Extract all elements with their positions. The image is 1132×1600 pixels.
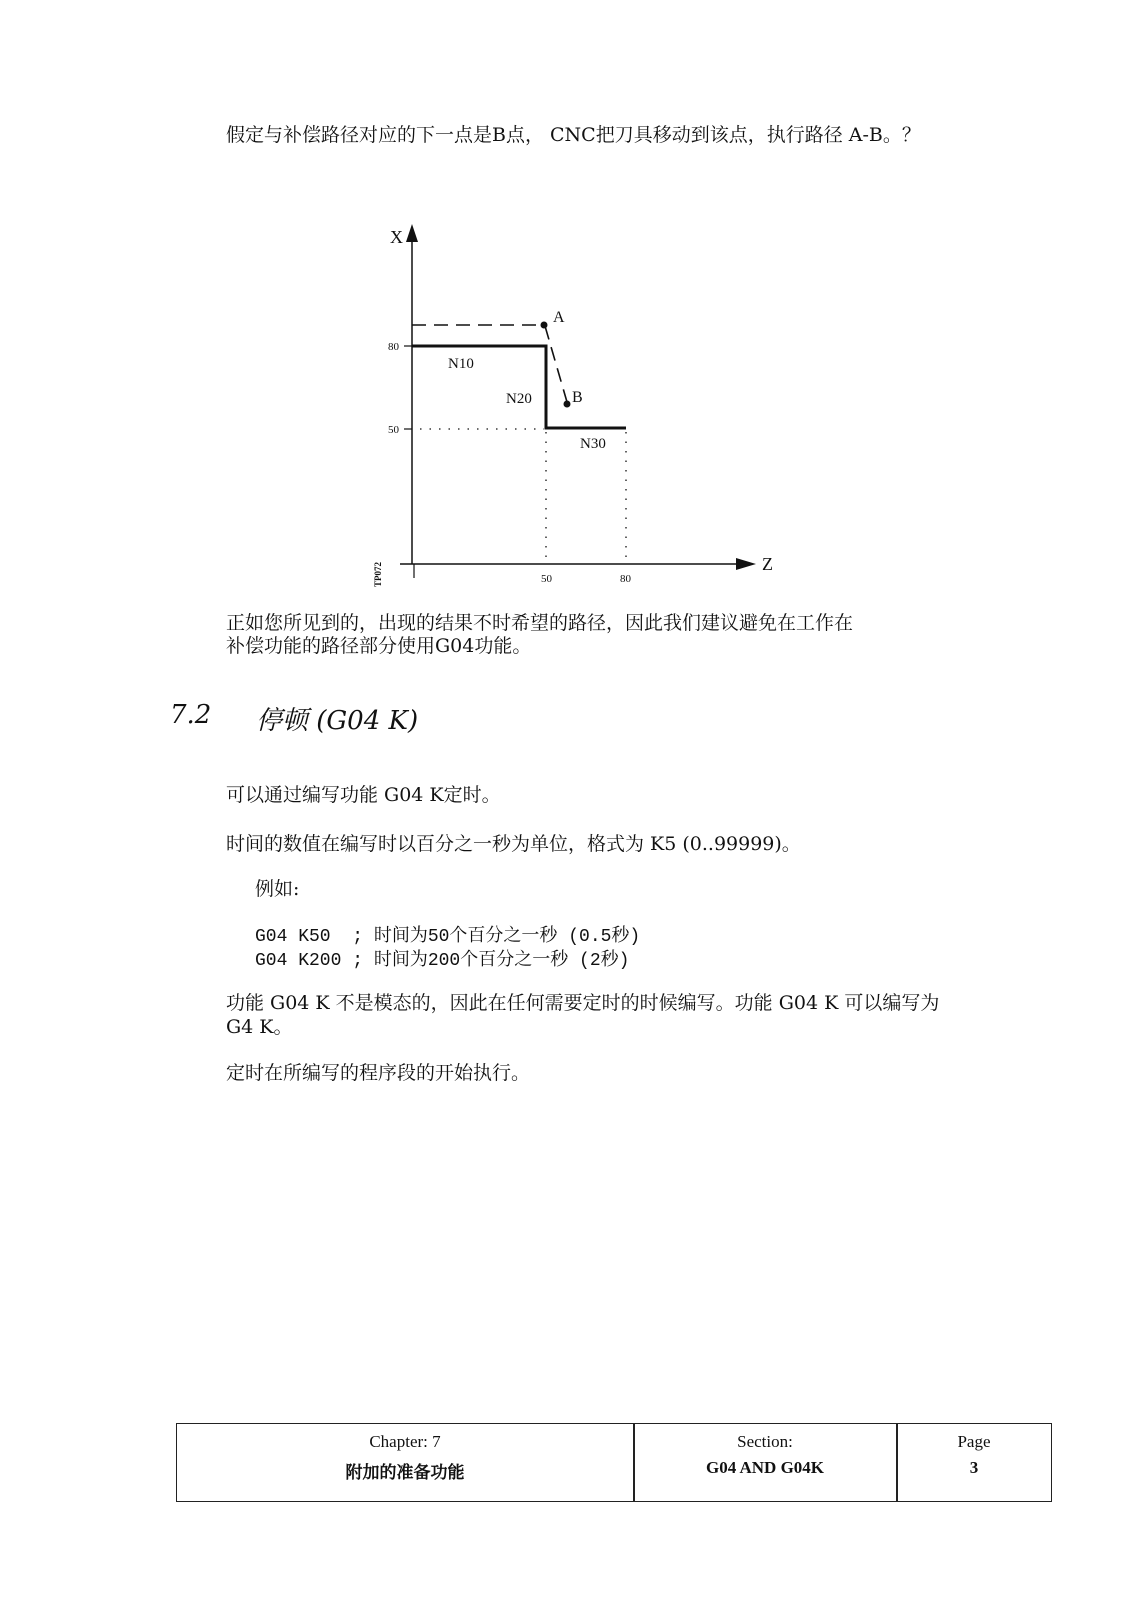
tick-x-80-label: 80 <box>388 341 399 353</box>
footer-page-number: 3 <box>969 1458 979 1477</box>
body-paragraph: 可以通过编写功能 G04 K定时。 <box>226 784 501 806</box>
point-b-marker <box>564 401 571 408</box>
body-paragraph: 时间的数值在编写时以百分之一秒为单位，格式为 K5 (0..99999)。 <box>226 833 801 855</box>
label-n30: N30 <box>580 436 606 452</box>
body-paragraph: 定时在所编写的程序段的开始执行。 <box>226 1062 531 1084</box>
z-axis-arrow <box>736 558 756 570</box>
x-axis-arrow <box>406 224 418 242</box>
footer-page-label: Page <box>957 1432 991 1451</box>
tick-x-50-label: 50 <box>388 424 399 436</box>
section-number: 7.2 <box>170 700 212 730</box>
code-example-line: G04 K50 ; 时间为50个百分之一秒 (0.5秒) <box>255 927 641 947</box>
point-b-label: B <box>572 389 583 406</box>
footer-section-cell <box>634 1424 896 1501</box>
compensated-path-a-to-b <box>545 326 567 402</box>
tick-z-50-label: 50 <box>541 573 552 585</box>
z-axis-label: Z <box>762 554 773 574</box>
page-footer <box>176 1423 1052 1502</box>
footer-chapter-title: 附加的准备功能 <box>345 1463 465 1482</box>
code-example-line: G04 K200 ; 时间为200个百分之一秒 (2秒) <box>255 951 630 971</box>
footer-section-label: Section: <box>737 1432 793 1451</box>
toolpath-diagram <box>360 210 800 610</box>
tick-z-80-label: 80 <box>620 573 631 585</box>
paragraph-line: 正如您所见到的，出现的结果不时希望的路径，因此我们建议避免在工作在 <box>226 612 854 634</box>
body-paragraph: G4 K。 <box>226 1016 293 1038</box>
label-n20: N20 <box>506 391 532 407</box>
figure-id: TP072 <box>373 561 383 587</box>
body-paragraph: 功能 G04 K 不是模态的，因此在任何需要定时的时候编写。功能 G04 K 可以编写为 <box>226 992 940 1014</box>
section-title: 停顿 (G04 K) <box>256 706 419 736</box>
footer-chapter-cell <box>177 1424 633 1501</box>
programmed-path <box>412 346 626 428</box>
point-a-label: A <box>553 309 565 326</box>
example-label: 例如: <box>255 878 300 900</box>
point-a-marker <box>541 322 548 329</box>
intro-line: 假定与补偿路径对应的下一点是B点， CNC把刀具移动到该点，执行路径 A-B。？ <box>226 124 921 146</box>
footer-page-cell <box>897 1424 1051 1501</box>
label-n10: N10 <box>448 356 474 372</box>
footer-chapter-label: Chapter: 7 <box>369 1432 441 1451</box>
x-axis-label: X <box>390 227 403 247</box>
paragraph-line: 补偿功能的路径部分使用G04功能。 <box>226 635 532 657</box>
footer-section-title: G04 AND G04K <box>705 1458 825 1477</box>
